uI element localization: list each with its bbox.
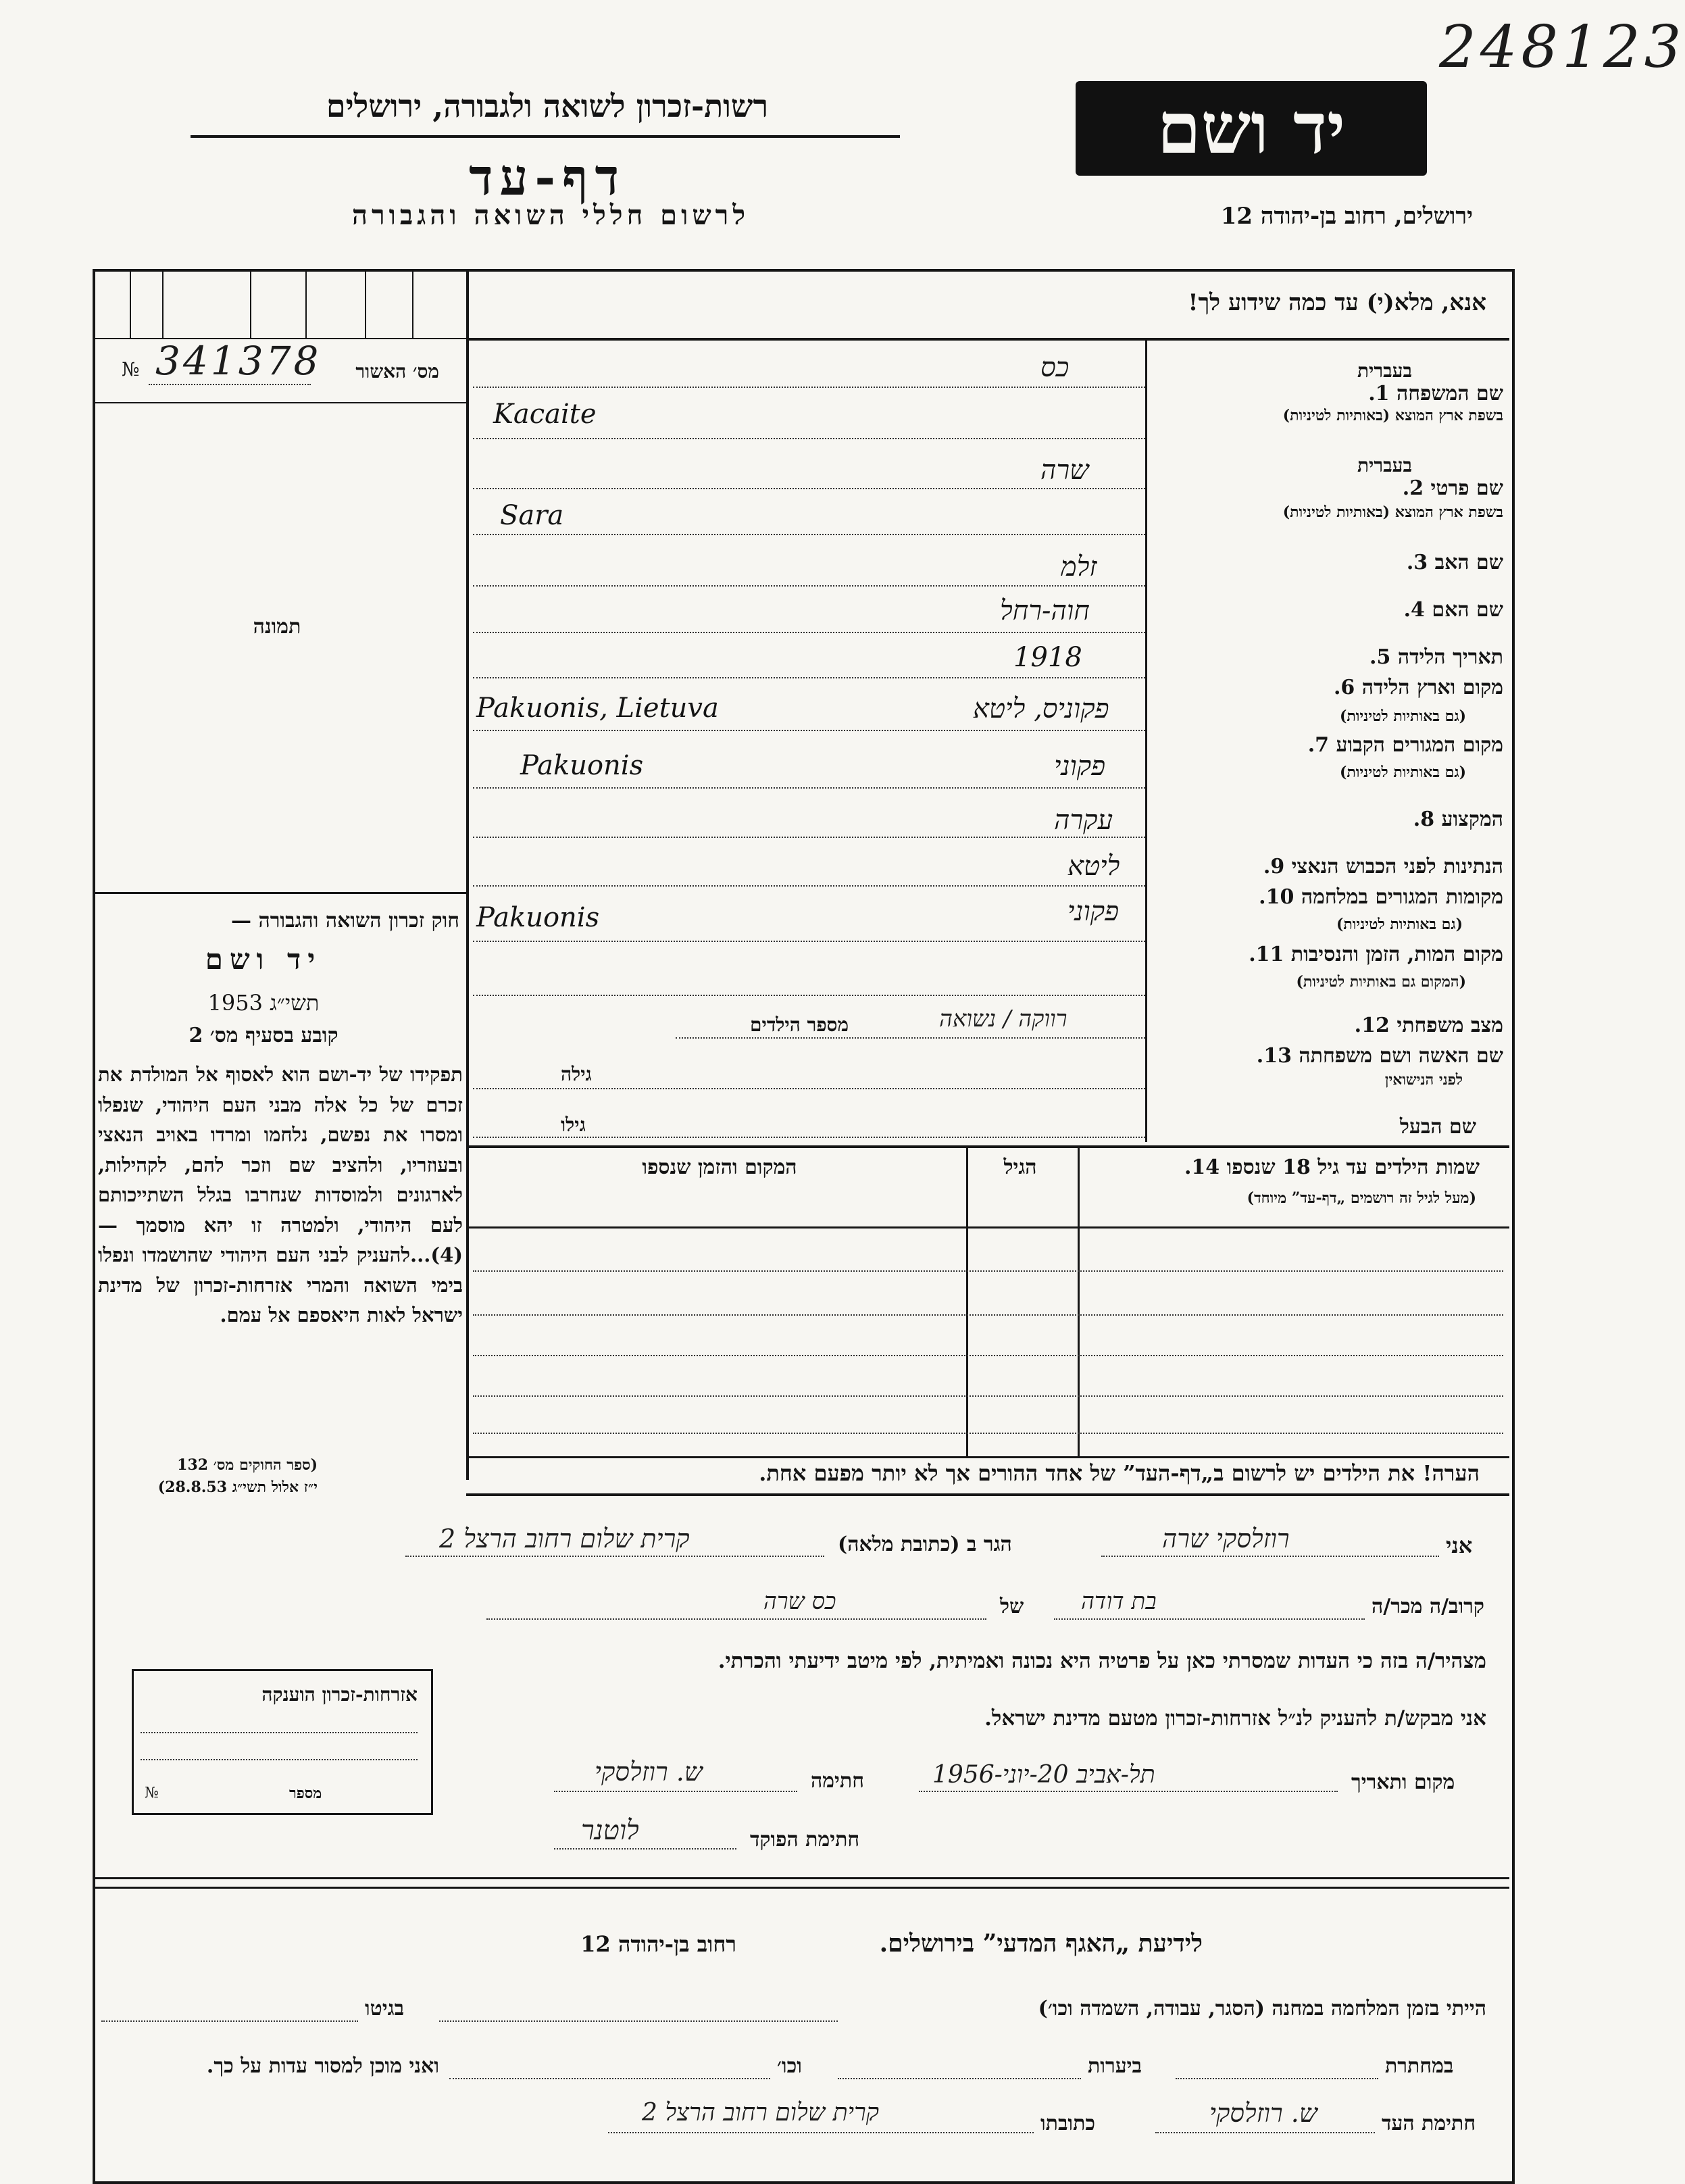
law-source-2: י״ז אלול תשי״ג 28.8.53) [157, 1479, 318, 1496]
children-count-label: מספר הילדים [750, 1014, 849, 1036]
forest-label: ביערות [1088, 2054, 1142, 2078]
field-6-value-latin: Pakuonis, Lietuva [476, 693, 719, 724]
citizenship-no-sign: № [145, 1785, 159, 1802]
field-2-hebrew-tag: בעברית [1357, 454, 1412, 476]
law-year: תשי״ג 1953 [207, 990, 320, 1016]
decl-place-date-value: תל-אביב 20-יוני-1956 [932, 1761, 1155, 1789]
husband-age-label: גילו [561, 1114, 586, 1136]
photo-label: תמונה [253, 615, 301, 639]
children-table-top [466, 1145, 1509, 1148]
field-2-value-he: שרה [1040, 455, 1089, 486]
field-8-value: עקרה [1054, 805, 1113, 836]
decl-i-value: רוזלסקי שרה [1162, 1524, 1290, 1554]
ready-text: ואני מוכן למסור עדות על כך. [206, 2054, 439, 2078]
approval-label: מס׳ האשור [355, 360, 439, 382]
law-source-1: (ספר החוקים מס׳ 132 [177, 1456, 318, 1474]
field-11-label: מקום המות, הזמן והנסיבות 11. [1249, 943, 1503, 966]
witness-addr-label: כתובתו [1040, 2112, 1096, 2135]
children-header-names: שמות הילדים עד גיל 18 שנספו 14. [1184, 1156, 1480, 1179]
field-13-label: שם האשה ושם משפחתה 13. [1256, 1044, 1503, 1068]
form-title: דף-עד [468, 149, 626, 207]
field-4-label: שם האם 4. [1403, 598, 1503, 622]
photo-bottom-rule [93, 892, 466, 894]
camp-text: הייתי בזמן המלחמה במחנה (הסגר, עבודה, השמדה וכו׳) [1038, 1997, 1486, 2020]
field-8-label: המקצוע 8. [1413, 808, 1503, 831]
field-5-label: תאריך הלידה 5. [1369, 645, 1503, 669]
law-clause: קובע בסעיף מס׳ 2 [188, 1024, 338, 1047]
witness-sig-label: חתימת העד [1382, 2112, 1476, 2135]
decl-request: אני מבקש/ת להעניק לנ״ל אזרחות-זכרון מטעם מדינת ישראל. [984, 1706, 1486, 1731]
field-10-value-he: פקוני [1067, 896, 1120, 927]
decl-resides-label: הגר ב (כתובת מלאה) [838, 1533, 1012, 1556]
decl-i-label: אני [1446, 1533, 1473, 1558]
field-12-value: רווקה / נשואה [939, 1006, 1067, 1033]
children-header-age: הגיל [1003, 1156, 1037, 1179]
bottom-rule-2 [93, 1887, 1509, 1889]
citizenship-number-label: מספר [289, 1785, 322, 1802]
decl-relative-value: בת דודה [1081, 1588, 1157, 1615]
authority-name: רשות-זכרון לשואה ולגבורה, ירושלים [326, 88, 769, 124]
decl-relative-label: קרוב/ה מכר/ה [1372, 1595, 1484, 1618]
logo-text: יד ושם [1157, 86, 1346, 170]
witness-sig-value: ש. רוזלסקי [1209, 2098, 1317, 2128]
children-header-place: המקום והזמן שנספו [642, 1156, 797, 1179]
citizenship-box [132, 1669, 433, 1815]
field-6-value-he: פקוניס, ליטא [973, 693, 1109, 724]
decl-of-value: כס שרה [763, 1588, 836, 1615]
bottom-rule-1 [93, 1877, 1509, 1879]
field-12-label: מצב משפחתי 12. [1354, 1014, 1503, 1037]
field-2-label: שם פרטי 2. [1402, 476, 1503, 500]
field-1-hebrew-tag: בעברית [1357, 359, 1412, 382]
field-2-value-latin: Sara [500, 500, 564, 531]
field-13-sub: לפני הנישואין [1384, 1071, 1463, 1089]
address: ירושלים, רחוב בן-יהודה 12 [1220, 203, 1473, 230]
law-title: חוק זכרון השואה והגבורה — [231, 909, 459, 933]
husband-name-label: שם הבעל [1399, 1115, 1476, 1139]
hiding-label: במחתרת [1385, 2054, 1454, 2078]
decl-of-label: של [1000, 1595, 1024, 1618]
decl-officer-label: חתימת הפוקד [750, 1828, 860, 1852]
field-1-value-he: כס [1040, 352, 1070, 383]
approval-number: 341378 [155, 338, 322, 384]
field-7-sub: (גם באותיות לטיניות) [1339, 764, 1466, 781]
witness-addr-value: קרית שלום רחוב הרצל 2 [642, 2099, 880, 2127]
field-6-sub: (גם באותיות לטיניות) [1339, 708, 1466, 725]
approval-no-sign: № [122, 358, 140, 380]
instruction-rule [466, 338, 1509, 341]
field-5-value: 1918 [1013, 642, 1082, 673]
decl-statement: מצהיר/ה בזה כי העדות שמסרתי כאן על פרטיה היא נכונה ואמיתית, לפי מיטב ידיעתי והכרתי. [718, 1649, 1486, 1673]
field-1-label: שם המשפחה 1. [1368, 382, 1503, 405]
decl-officer-value: לוטנר [581, 1815, 639, 1846]
field-2-sub: בשפת ארץ המוצא (באותיות לטיניות) [1282, 503, 1503, 521]
wife-age-label: גילה [561, 1063, 592, 1085]
authority-underline [191, 135, 900, 138]
form-purpose: לרשום חללי השואה והגבורה [351, 199, 750, 231]
approval-rule [93, 402, 466, 403]
law-logo: יד ושם [205, 943, 322, 976]
field-10-label: מקומות המגורים במלחמה 10. [1259, 885, 1503, 909]
instruction: אנא, מלא(י) עד כמה שידוע לך! [1188, 289, 1486, 316]
children-header-note: (מעל לגיל זה רושמים „דף-עד” מיוחד) [1247, 1189, 1476, 1207]
field-1-sub: בשפת ארץ המוצא (באותיות לטיניות) [1282, 407, 1503, 424]
decl-signature-label: חתימה [811, 1769, 864, 1793]
field-7-value-latin: Pakuonis [520, 750, 644, 781]
decl-place-date-label: מקום ותאריך [1351, 1770, 1455, 1794]
field-10-sub: (גם באותיות לטיניות) [1336, 916, 1463, 933]
decl-resides-value: קרית שלום רחוב הרצל 2 [439, 1524, 690, 1554]
bottom-address: רחוב בן-יהודה 12 [580, 1931, 736, 1957]
field-6-label: מקום וארץ הלידה 6. [1333, 676, 1503, 699]
decl-signature-value: ש. רוזלסקי [595, 1757, 703, 1787]
law-body: תפקידו של יד-ושם הוא לאסוף אל המולדת את זכרם של כל אלה מבני העם היהודי, שנפלו ומסרו את נפשם, נלחמו ומרדו באויב הנאצי ובעוזריו, ולהציב שם וזכר להם, לקהילות, לארגונים ולמוסדות שנחרבו בגלל השתייכותם לעם היהודי, ולמטרה זו יהא מוסמך — (4)...להעניק לבני העם היהודי שהושמדו ונפלו בימי השואה והמרי אזרחות-זכרון של מדינת ישראל לאות היאספם אל עמם. [98, 1063, 463, 1326]
children-note: הערה! את הילדים יש לרשום ב„דף-העד” של אחד ההורים אך לא יותר מפעם אחת. [759, 1460, 1480, 1486]
field-7-label: מקום המגורים הקבוע 7. [1307, 733, 1503, 757]
label-col-rule [1145, 338, 1147, 1142]
field-4-value: חוה-רחל [1000, 595, 1090, 626]
yad-vashem-logo [1076, 81, 1427, 176]
citizenship-title: אזרחות-זכרון הוענקה [261, 1683, 418, 1706]
field-9-label: הנתינות לפני הכבוש הנאצי 9. [1263, 855, 1503, 878]
ghetto-label: בגיטו [365, 1997, 405, 2020]
field-10-value-latin: Pakuonis [476, 902, 600, 933]
archive-number: 248123 [1439, 14, 1685, 81]
field-1-value-latin: Kacaite [493, 399, 597, 430]
field-3-value: זלמ [1061, 551, 1097, 582]
field-7-value-he: פקוני [1054, 751, 1106, 782]
etc-label: וכו׳ [777, 2054, 802, 2078]
field-11-sub: (המקום גם באותיות לטיניות) [1296, 973, 1466, 991]
field-9-value: ליטא [1067, 851, 1120, 882]
left-col-rule [466, 270, 469, 1480]
field-3-label: שם האב 3. [1406, 551, 1503, 574]
bottom-title: לידיעת „האגף המדעי” בירושלים. [879, 1929, 1203, 1958]
